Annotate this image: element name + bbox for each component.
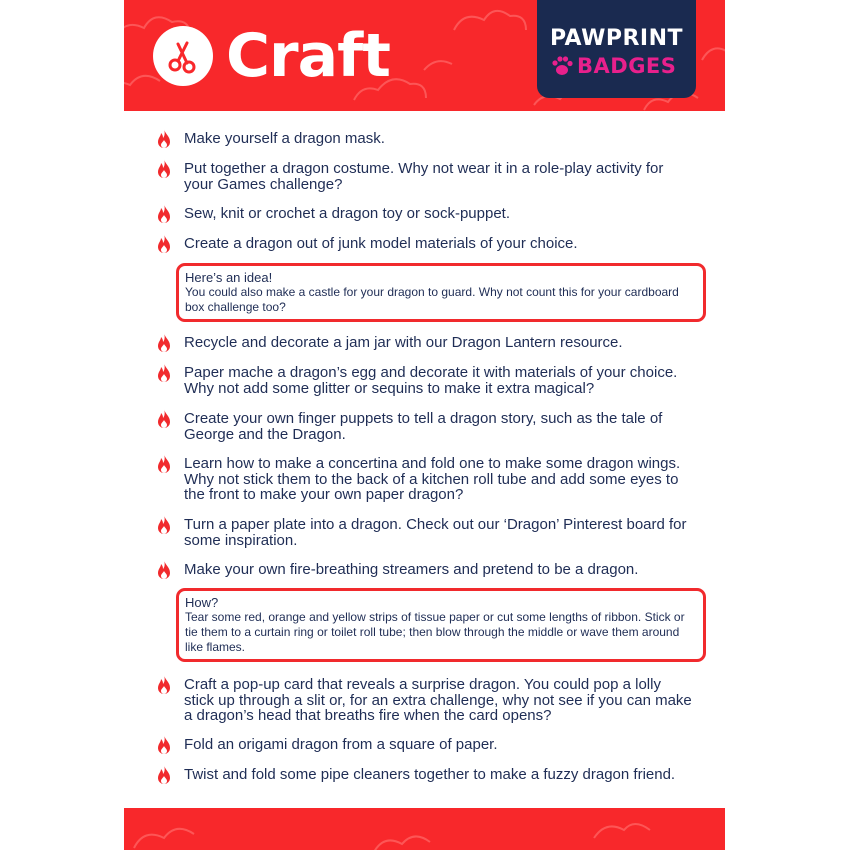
callout-heading: How? bbox=[185, 595, 219, 610]
item-text: Learn how to make a concertina and fold one to make some dragon wings. Why not stick them to the back of a kitchen roll tube and add some eyes to the front to make your own paper dragon? bbox=[184, 455, 681, 503]
item-text: Create your own finger puppets to tell a dragon story, such as the tale of George and the Dragon. bbox=[184, 410, 663, 443]
list-item bbox=[152, 161, 692, 192]
list-item bbox=[152, 767, 692, 787]
item-text: Create a dragon out of junk model materials of your choice. bbox=[184, 235, 578, 252]
header-banner bbox=[124, 0, 725, 111]
flame-icon bbox=[152, 127, 176, 151]
list-item bbox=[152, 131, 692, 151]
list-item bbox=[152, 365, 692, 396]
scissors-icon bbox=[165, 38, 201, 74]
item-text: Put together a dragon costume. Why not wear it in a role-play activity for your Games challenge? bbox=[184, 160, 664, 193]
paw-icon bbox=[551, 55, 573, 77]
flame-icon bbox=[152, 558, 176, 582]
flame-icon bbox=[152, 763, 176, 787]
list-item bbox=[152, 737, 692, 757]
list-item bbox=[152, 677, 692, 724]
brand-line1: PAWPRINT bbox=[549, 26, 684, 51]
pawprint-badges-logo bbox=[537, 0, 696, 98]
callout-body: Tear some red, orange and yellow strips of tissue paper or cut some lengths of ribbon. Stick or tie them to a curtain ring or toilet roll tube; then blow through the middle or wave them around like flames. bbox=[185, 610, 685, 654]
item-text: Craft a pop-up card that reveals a surprise dragon. You could pop a lolly stick up through a slit or, for an extra challenge, why not see if you can make a dragon’s head that breaths fire when the card opens? bbox=[184, 676, 692, 724]
item-text: Twist and fold some pipe cleaners together to make a fuzzy dragon friend. bbox=[184, 766, 676, 783]
callout-body: You could also make a castle for your dragon to guard. Why not count this for your cardboard box challenge too? bbox=[185, 285, 679, 314]
craft-icon-badge bbox=[153, 26, 213, 86]
list-item bbox=[152, 456, 692, 503]
page-title: Craft bbox=[226, 21, 390, 91]
flame-icon bbox=[152, 202, 176, 226]
brand-line2-row bbox=[551, 54, 691, 78]
list-item bbox=[152, 562, 692, 582]
activity-sheet bbox=[124, 0, 725, 850]
item-text: Make your own fire-breathing streamers and pretend to be a dragon. bbox=[184, 561, 639, 578]
item-text: Recycle and decorate a jam jar with our Dragon Lantern resource. bbox=[184, 334, 623, 351]
list-item bbox=[152, 517, 692, 548]
cloud-pattern bbox=[124, 808, 725, 850]
list-item bbox=[152, 236, 692, 256]
item-text: Paper mache a dragon’s egg and decorate it with materials of your choice. Why not add some glitter or sequins to make it extra magical? bbox=[184, 364, 678, 397]
how-callout bbox=[176, 588, 706, 662]
item-text: Fold an origami dragon from a square of paper. bbox=[184, 736, 498, 753]
item-text: Turn a paper plate into a dragon. Check out our ‘Dragon’ Pinterest board for some inspiration. bbox=[184, 516, 687, 549]
flame-icon bbox=[152, 232, 176, 256]
list-item bbox=[152, 206, 692, 226]
list-item bbox=[152, 411, 692, 442]
flame-icon bbox=[152, 407, 176, 431]
brand-line2: BADGES bbox=[577, 54, 677, 78]
flame-icon bbox=[152, 733, 176, 757]
callout-heading: Here’s an idea! bbox=[185, 270, 273, 285]
flame-icon bbox=[152, 673, 176, 697]
footer-banner bbox=[124, 808, 725, 850]
flame-icon bbox=[152, 331, 176, 355]
tip-callout bbox=[176, 263, 706, 322]
flame-icon bbox=[152, 452, 176, 476]
flame-icon bbox=[152, 513, 176, 537]
item-text: Make yourself a dragon mask. bbox=[184, 130, 385, 147]
item-text: Sew, knit or crochet a dragon toy or sock-puppet. bbox=[184, 205, 511, 222]
flame-icon bbox=[152, 361, 176, 385]
list-item bbox=[152, 335, 692, 355]
flame-icon bbox=[152, 157, 176, 181]
